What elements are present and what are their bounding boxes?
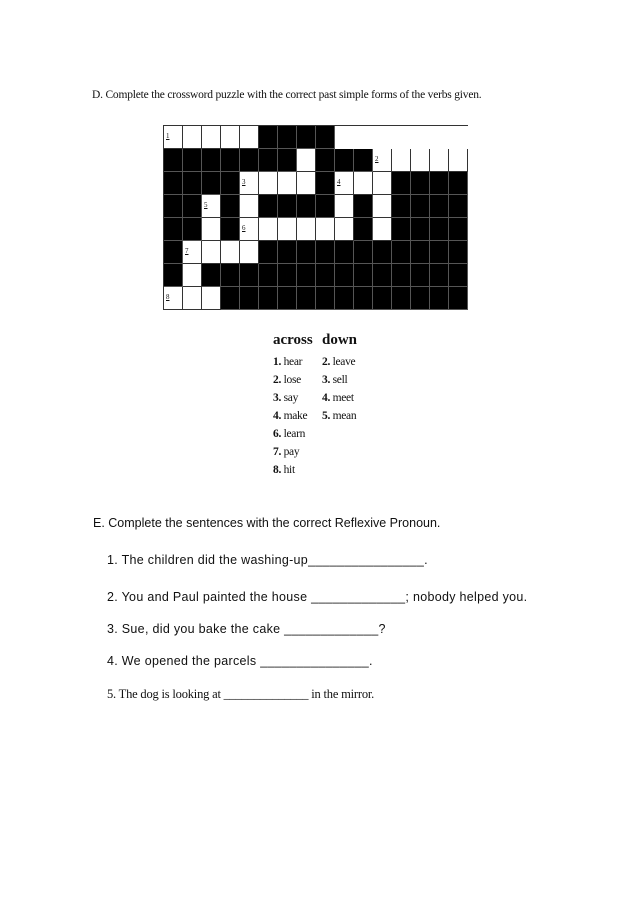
across-clue	[273, 461, 313, 479]
clue-num: 3.	[273, 392, 282, 404]
across-clue	[273, 443, 313, 461]
black-cell	[354, 195, 373, 218]
answer-cell	[430, 149, 449, 172]
black-cell	[297, 126, 316, 149]
black-cell	[354, 218, 373, 241]
black-cell	[373, 241, 392, 264]
black-cell	[411, 172, 430, 195]
clue-verb: hear	[281, 356, 303, 368]
down-clue	[322, 389, 357, 407]
blank-space	[392, 126, 411, 149]
black-cell	[335, 287, 354, 310]
across-clue	[273, 371, 313, 389]
black-cell	[259, 241, 278, 264]
across-clue	[273, 389, 313, 407]
clue-num: 5.	[322, 410, 331, 422]
black-cell	[392, 218, 411, 241]
clue-verb: learn	[281, 428, 306, 440]
black-cell	[164, 149, 183, 172]
black-cell	[259, 126, 278, 149]
blank-space	[335, 126, 354, 149]
answer-cell	[278, 218, 297, 241]
clue-number: 2	[375, 155, 379, 163]
black-cell	[316, 195, 335, 218]
clue-number: 3	[242, 178, 246, 186]
clue-verb: hit	[281, 464, 295, 476]
clue-num: 8.	[273, 464, 282, 476]
black-cell	[430, 264, 449, 287]
answer-cell	[373, 172, 392, 195]
black-cell	[221, 287, 240, 310]
black-cell	[430, 172, 449, 195]
black-cell	[354, 149, 373, 172]
answer-cell	[278, 172, 297, 195]
black-cell	[278, 264, 297, 287]
black-cell	[411, 195, 430, 218]
answer-cell	[164, 287, 183, 310]
answer-cell	[373, 149, 392, 172]
down-clue	[322, 371, 357, 389]
sentence-5: 5. The dog is looking at ______________ in the mirror.	[107, 687, 375, 701]
black-cell	[183, 218, 202, 241]
black-cell	[354, 264, 373, 287]
black-cell	[430, 241, 449, 264]
black-cell	[164, 172, 183, 195]
black-cell	[335, 149, 354, 172]
black-cell	[316, 241, 335, 264]
black-cell	[411, 264, 430, 287]
black-cell	[392, 287, 411, 310]
across-title: across	[273, 332, 313, 348]
clue-num: 1.	[273, 356, 282, 368]
black-cell	[202, 149, 221, 172]
black-cell	[411, 287, 430, 310]
sentence-3: 3. Sue, did you bake the cake _____________?	[107, 622, 386, 636]
black-cell	[164, 218, 183, 241]
clue-verb: sell	[330, 374, 348, 386]
black-cell	[259, 264, 278, 287]
clue-number: 5	[204, 201, 208, 209]
black-cell	[221, 195, 240, 218]
answer-cell	[202, 126, 221, 149]
across-column	[273, 332, 313, 479]
blank-space	[373, 126, 392, 149]
black-cell	[392, 172, 411, 195]
answer-cell	[202, 195, 221, 218]
clue-number: 7	[185, 247, 189, 255]
down-clue	[322, 407, 357, 425]
clue-num: 2.	[322, 356, 331, 368]
black-cell	[354, 287, 373, 310]
answer-cell	[373, 218, 392, 241]
black-cell	[373, 287, 392, 310]
clue-num: 2.	[273, 374, 282, 386]
black-cell	[202, 172, 221, 195]
answer-cell	[183, 126, 202, 149]
black-cell	[392, 241, 411, 264]
black-cell	[259, 149, 278, 172]
black-cell	[164, 241, 183, 264]
clue-num: 6.	[273, 428, 282, 440]
answer-cell	[373, 195, 392, 218]
crossword-grid	[163, 125, 468, 310]
answer-cell	[202, 287, 221, 310]
black-cell	[221, 264, 240, 287]
black-cell	[316, 172, 335, 195]
black-cell	[240, 149, 259, 172]
answer-cell	[221, 126, 240, 149]
black-cell	[221, 218, 240, 241]
black-cell	[183, 195, 202, 218]
black-cell	[316, 287, 335, 310]
section-e-instruction: E. Complete the sentences with the correct Reflexive Pronoun.	[93, 516, 441, 530]
answer-cell	[449, 149, 468, 172]
black-cell	[221, 172, 240, 195]
black-cell	[449, 195, 468, 218]
answer-cell	[335, 218, 354, 241]
black-cell	[278, 149, 297, 172]
sentence-2: 2. You and Paul painted the house _____________; nobody helped you.	[107, 590, 528, 604]
sentence-1: 1. The children did the washing-up________________.	[107, 553, 428, 567]
black-cell	[430, 218, 449, 241]
down-clue	[322, 353, 357, 371]
black-cell	[392, 195, 411, 218]
answer-cell	[202, 218, 221, 241]
across-clue	[273, 353, 313, 371]
clue-verb: mean	[330, 410, 357, 422]
black-cell	[316, 126, 335, 149]
black-cell	[354, 241, 373, 264]
answer-cell	[183, 287, 202, 310]
answer-cell	[392, 149, 411, 172]
black-cell	[430, 287, 449, 310]
black-cell	[430, 195, 449, 218]
clue-verb: leave	[330, 356, 356, 368]
black-cell	[411, 218, 430, 241]
clue-verb: lose	[281, 374, 301, 386]
answer-cell	[297, 218, 316, 241]
answer-cell	[297, 172, 316, 195]
black-cell	[278, 287, 297, 310]
black-cell	[297, 241, 316, 264]
answer-cell	[240, 241, 259, 264]
black-cell	[297, 287, 316, 310]
answer-cell	[164, 126, 183, 149]
blank-space	[430, 126, 449, 149]
black-cell	[240, 287, 259, 310]
blank-space	[411, 126, 430, 149]
answer-cell	[411, 149, 430, 172]
clue-number: 8	[166, 293, 170, 301]
black-cell	[411, 241, 430, 264]
black-cell	[221, 149, 240, 172]
black-cell	[335, 241, 354, 264]
answer-cell	[240, 126, 259, 149]
answer-cell	[259, 218, 278, 241]
down-column	[322, 332, 357, 425]
black-cell	[202, 264, 221, 287]
answer-cell	[240, 195, 259, 218]
answer-cell	[202, 241, 221, 264]
across-clue	[273, 407, 313, 425]
answer-cell	[183, 264, 202, 287]
black-cell	[278, 126, 297, 149]
clue-number: 4	[337, 178, 341, 186]
clue-verb: pay	[281, 446, 300, 458]
answer-cell	[240, 218, 259, 241]
answer-cell	[335, 172, 354, 195]
black-cell	[259, 287, 278, 310]
black-cell	[392, 264, 411, 287]
black-cell	[259, 195, 278, 218]
black-cell	[164, 195, 183, 218]
answer-cell	[354, 172, 373, 195]
clue-verb: meet	[330, 392, 354, 404]
clue-verb: say	[281, 392, 299, 404]
clue-number: 1	[166, 132, 170, 140]
black-cell	[240, 264, 259, 287]
black-cell	[297, 195, 316, 218]
black-cell	[449, 241, 468, 264]
answer-cell	[221, 241, 240, 264]
clue-num: 3.	[322, 374, 331, 386]
answer-cell	[240, 172, 259, 195]
answer-cell	[297, 149, 316, 172]
black-cell	[164, 264, 183, 287]
black-cell	[316, 264, 335, 287]
black-cell	[449, 172, 468, 195]
black-cell	[183, 172, 202, 195]
black-cell	[449, 264, 468, 287]
black-cell	[316, 149, 335, 172]
clue-verb: make	[281, 410, 308, 422]
clue-num: 7.	[273, 446, 282, 458]
answer-cell	[335, 195, 354, 218]
black-cell	[449, 218, 468, 241]
across-clue	[273, 425, 313, 443]
clue-num: 4.	[273, 410, 282, 422]
answer-cell	[316, 218, 335, 241]
blank-space	[449, 126, 468, 149]
black-cell	[297, 264, 316, 287]
black-cell	[373, 264, 392, 287]
answer-cell	[183, 241, 202, 264]
black-cell	[183, 149, 202, 172]
black-cell	[449, 287, 468, 310]
black-cell	[278, 195, 297, 218]
down-title: down	[322, 332, 358, 348]
section-d-instruction: D. Complete the crossword puzzle with the correct past simple forms of the verbs given.	[92, 89, 482, 101]
black-cell	[278, 241, 297, 264]
blank-space	[354, 126, 373, 149]
clue-num: 4.	[322, 392, 331, 404]
black-cell	[335, 264, 354, 287]
clue-number: 6	[242, 224, 246, 232]
answer-cell	[259, 172, 278, 195]
sentence-4: 4. We opened the parcels _______________.	[107, 654, 373, 668]
